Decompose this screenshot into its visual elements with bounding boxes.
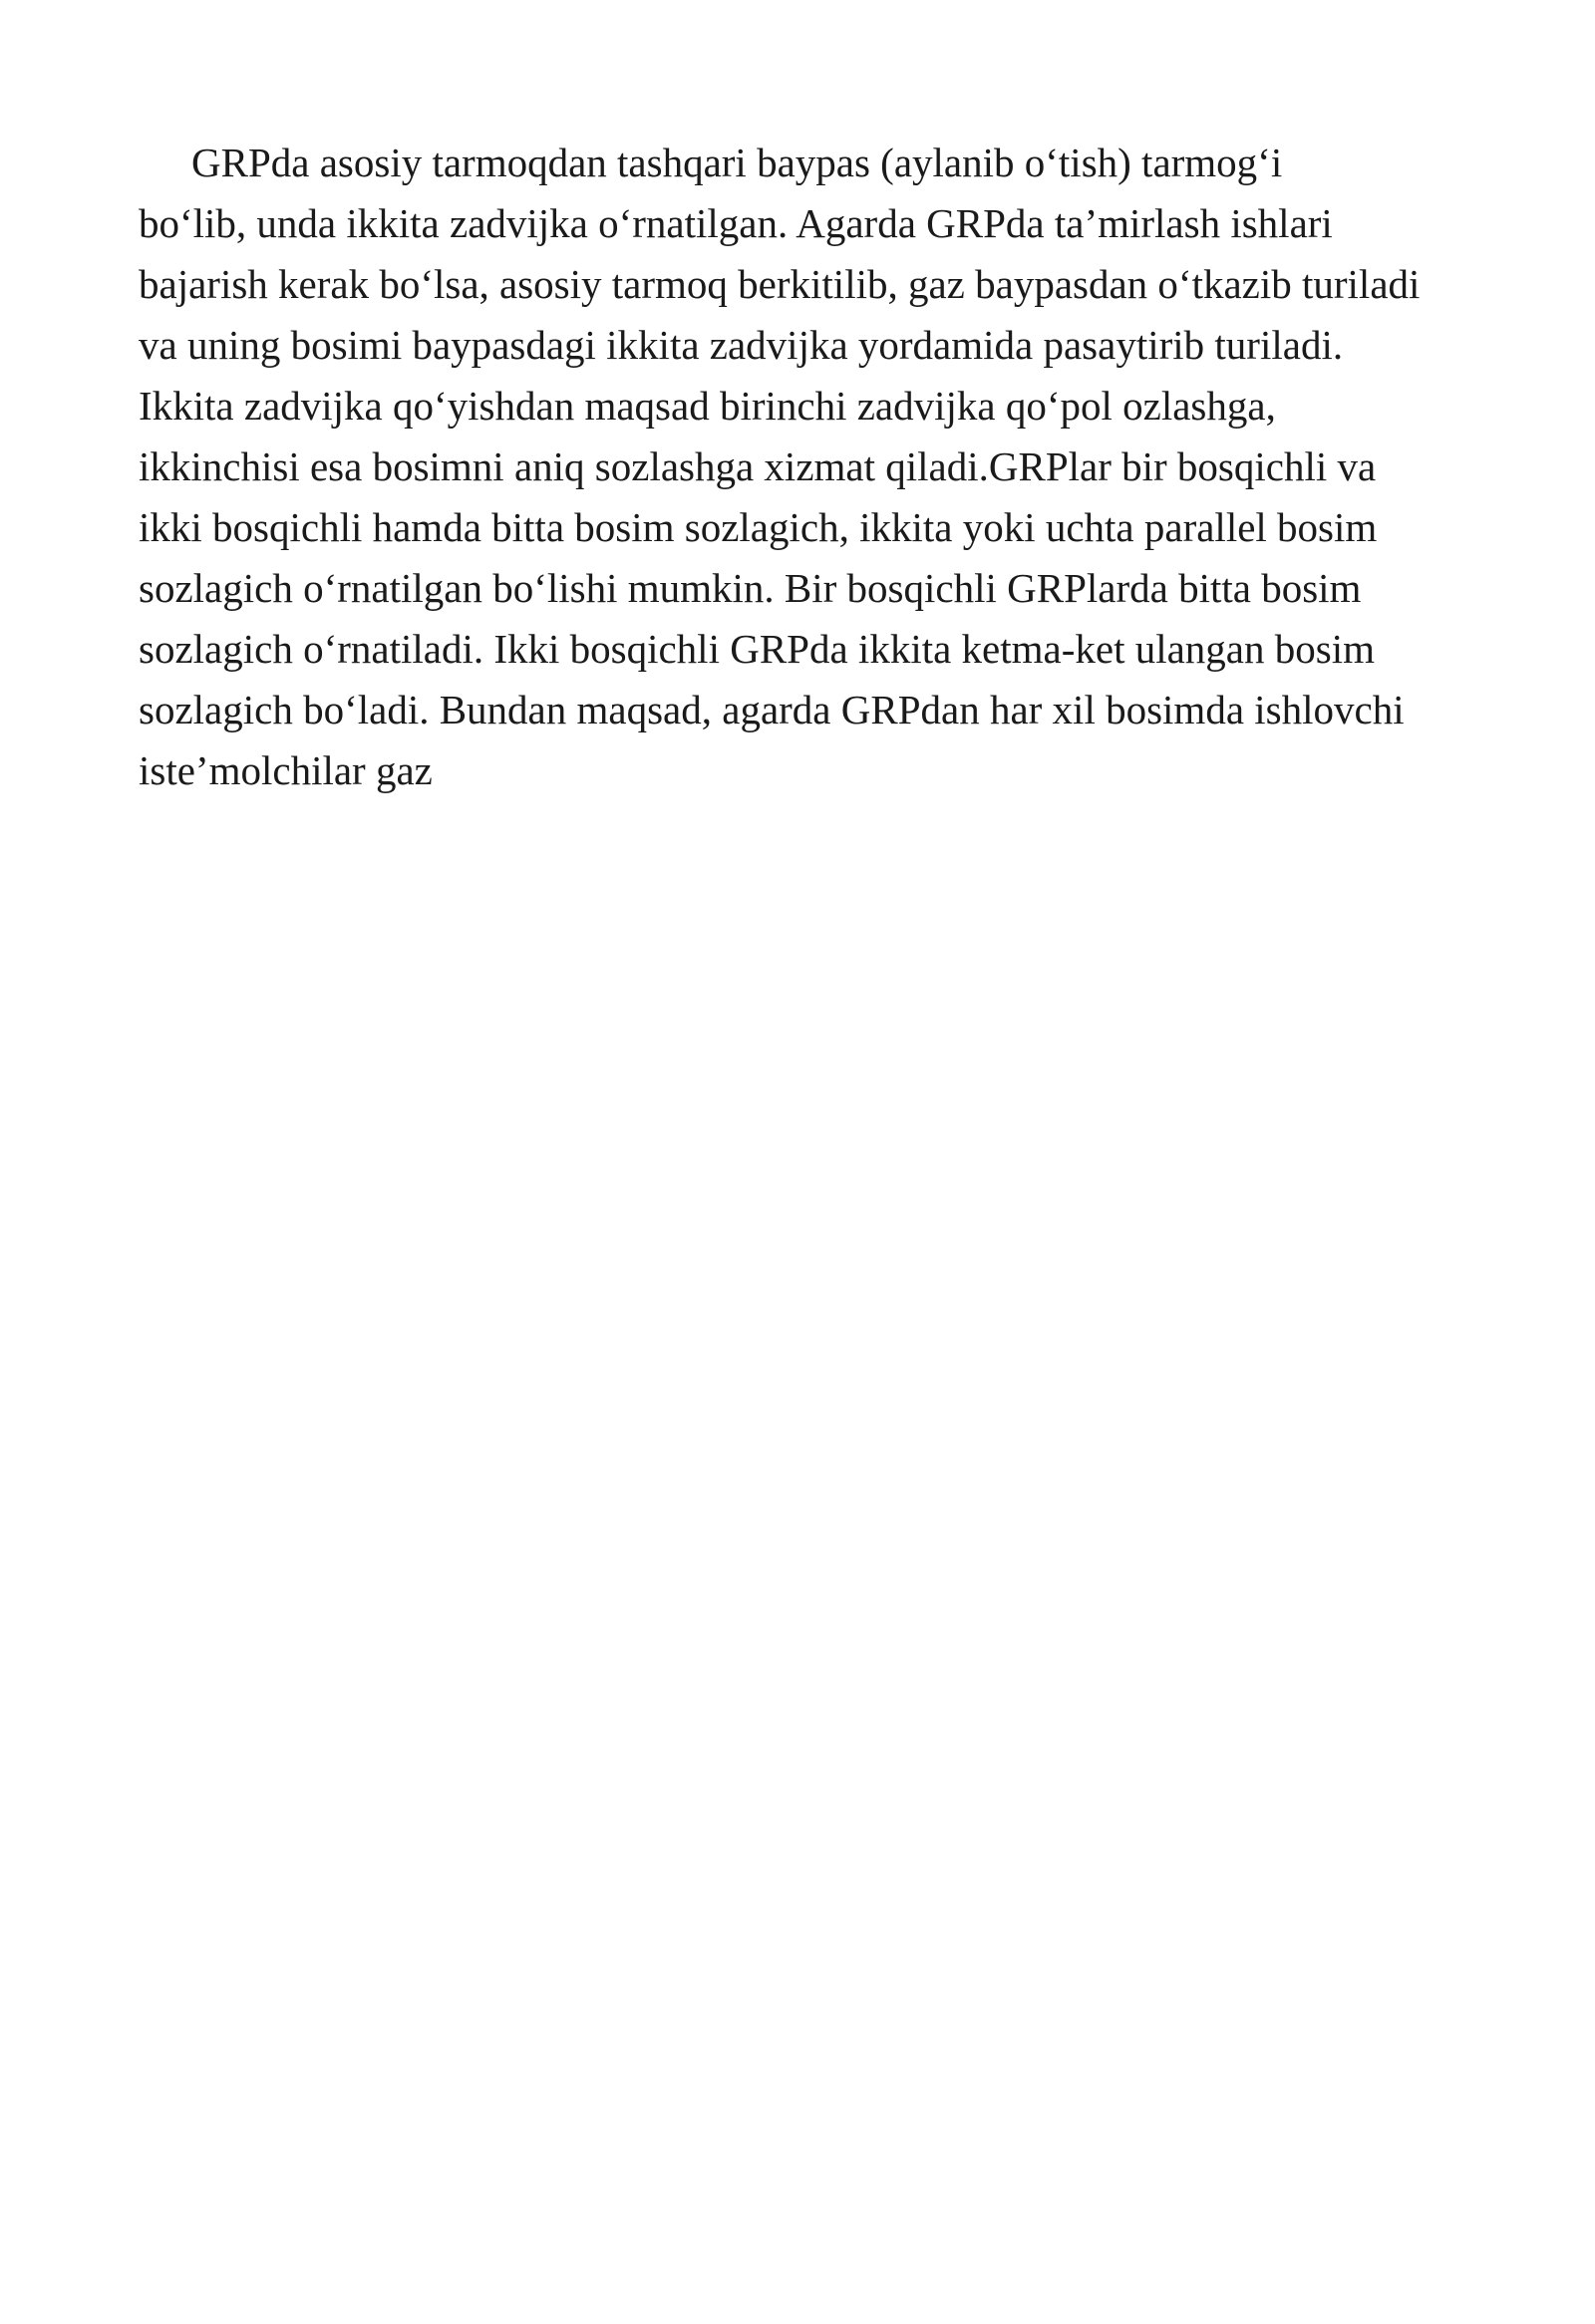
paragraph-line: va uning bosimi baypasdagi ikkita zadvijka yordamida pasaytirib turiladi. [139,322,1344,368]
paragraph-line: bo‘lib, unda ikkita zadvijka o‘rnatilgan. Agarda GRPda ta’mirlash ishlari [139,200,1333,246]
body-paragraph [139,133,1574,801]
paragraph-line: sozlagich o‘rnatiladi. Ikki bosqichli GRPda ikkita ketma-ket ulangan bosim [139,626,1375,672]
paragraph-line: ikki bosqichli hamda bitta bosim sozlagich, ikkita yoki uchta parallel bosim [139,504,1378,550]
paragraph-line: sozlagich bo‘ladi. Bundan maqsad, agarda GRPdan har xil bosimda ishlovchi [139,687,1405,732]
paragraph-line: Ikkita zadvijka qo‘yishdan maqsad birinchi zadvijka qo‘pol ozlashga, [139,383,1276,429]
paragraph-line: sozlagich o‘rnatilgan bo‘lishi mumkin. Bir bosqichli GRPlarda bitta bosim [139,565,1362,611]
paragraph-line: ikkinchisi esa bosimni aniq sozlashga xizmat qiladi.GRPlar bir bosqichli va [139,443,1377,489]
paragraph-line: GRPda asosiy tarmoqdan tashqari baypas (aylanib o‘tish) tarmog‘i [191,140,1283,185]
paragraph-line: iste’molchilar gaz [139,747,433,793]
paragraph-line: bajarish kerak bo‘lsa, asosiy tarmoq berkitilib, gaz baypasdan o‘tkazib turiladi [139,261,1421,307]
